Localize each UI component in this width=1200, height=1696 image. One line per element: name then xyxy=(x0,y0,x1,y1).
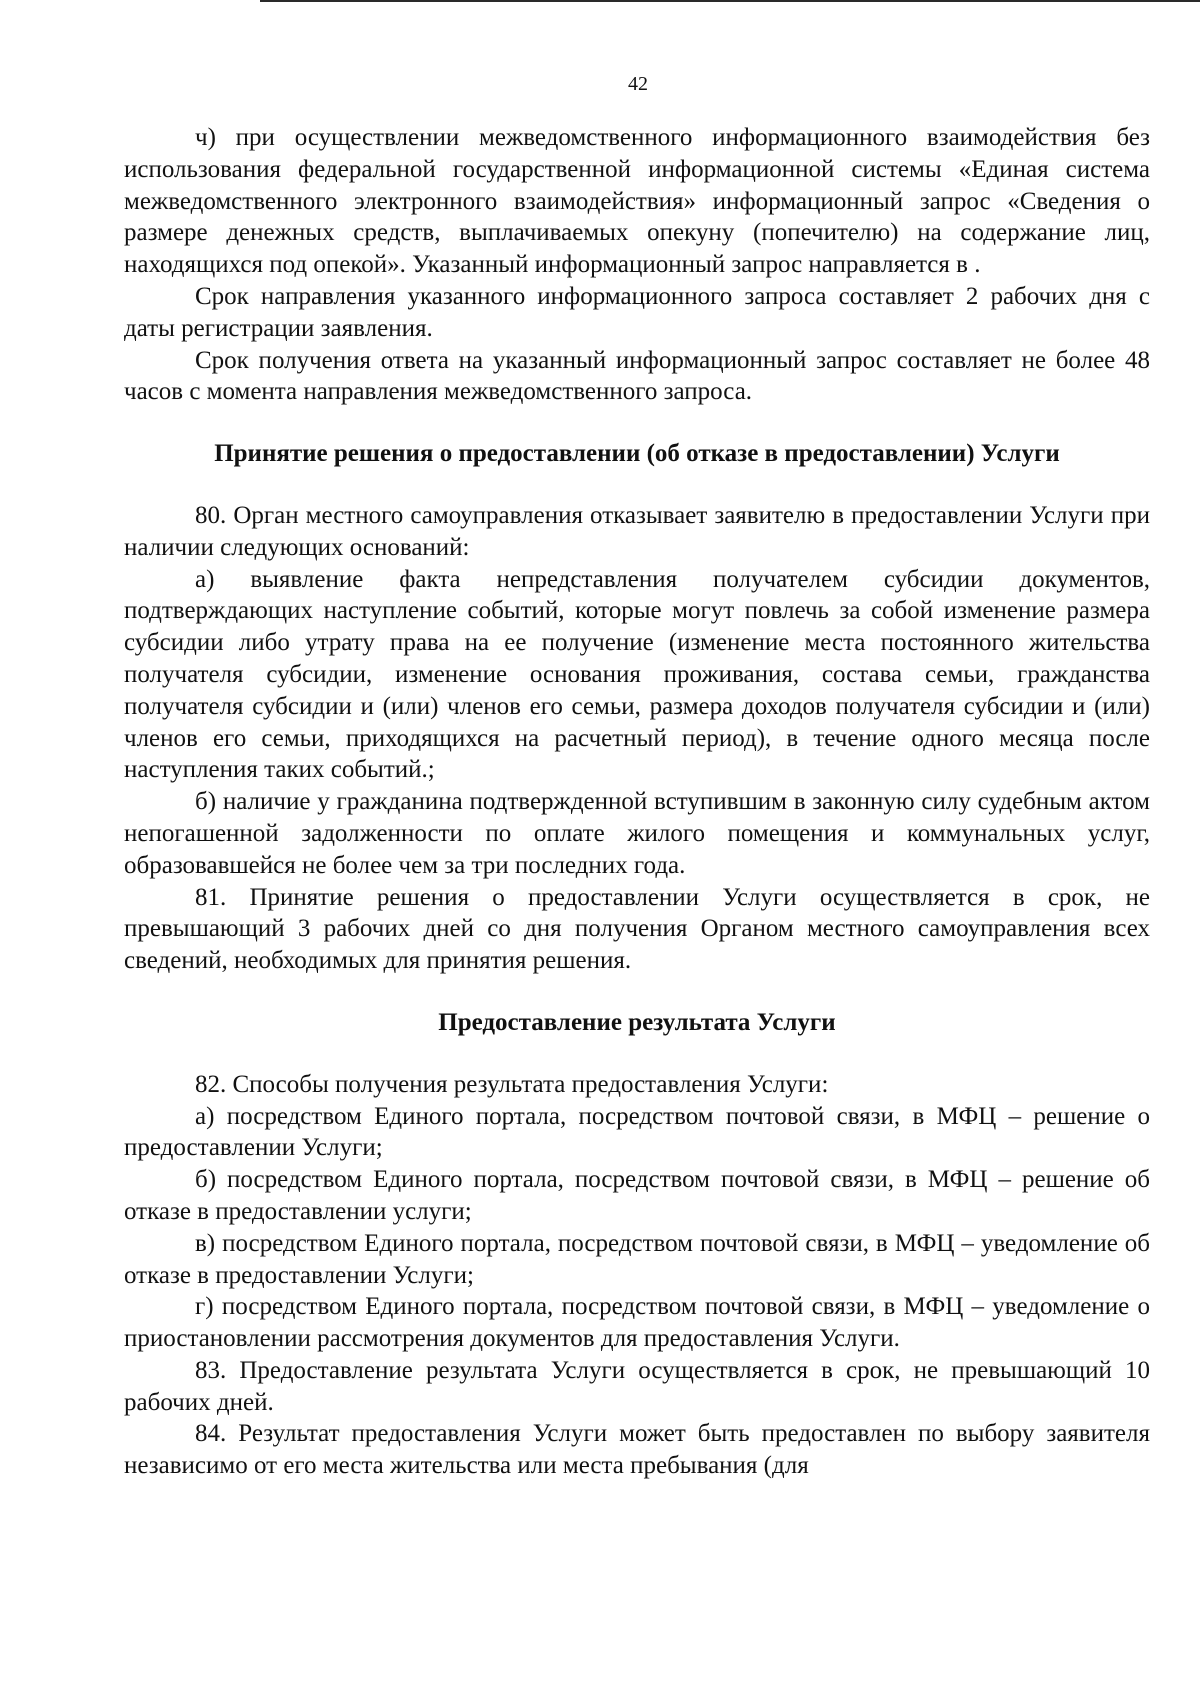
paragraph-80-a: а) выявление факта непредставления получателем субсидии документов, подтверждающих наступление событий, которые могут повлечь за собой изменение размера субсидии либо утрату права на ее получение (изменение места постоянного жительства получателя субсидии, изменение основания проживания, состава семьи, гражданства получателя субсидии и (или) членов его семьи, размера доходов получателя субсидии и (или) членов его семьи, приходящихся на расчетный период), в течение одного месяца после наступления таких событий.; xyxy=(124,565,1150,784)
paragraph-80-refusal-grounds: 80. Орган местного самоуправления отказывает заявителю в предоставлении Услуги при наличии следующих оснований: xyxy=(124,501,1150,561)
paragraph-response-deadline: Срок получения ответа на указанный информационный запрос составляет не более 48 часов с момента направления межведомственного запроса. xyxy=(124,346,1150,406)
paragraph-82-methods: 82. Способы получения результата предоставления Услуги: xyxy=(195,1070,829,1098)
paragraph-82-b: б) посредством Единого портала, посредством почтовой связи, в МФЦ – решение об отказе в предоставлении услуги; xyxy=(124,1166,1150,1225)
paragraph-81-decision-term: 81. Принятие решения о предоставлении Услуги осуществляется в срок, не превышающий 3 рабочих дней со дня получения Органом местного самоуправления всех сведений, необходимых для принятия решения. xyxy=(124,883,1150,975)
paragraph-82-c: в) посредством Единого портала, посредством почтовой связи, в МФЦ – уведомление об отказе в предоставлении Услуги; xyxy=(124,1229,1150,1289)
scan-edge-line xyxy=(260,0,1200,2)
paragraph-request-send-deadline: Срок направления указанного информационного запроса составляет 2 рабочих дня с даты регистрации заявления. xyxy=(124,282,1150,342)
section-heading-decision: Принятие решения о предоставлении (об отказе в предоставлении) Услуги xyxy=(214,440,1060,468)
paragraph-84-result-choice: 84. Результат предоставления Услуги может быть предоставлен по выбору заявителя независимо от его места жительства или места пребывания (для xyxy=(124,1420,1150,1480)
paragraph-82-d: г) посредством Единого портала, посредством почтовой связи, в МФЦ – уведомление о приостановлении рассмотрения документов для предоставления Услуги. xyxy=(124,1293,1150,1353)
paragraph-83-result-term: 83. Предоставление результата Услуги осуществляется в срок, не превышающий 10 рабочих дней. xyxy=(124,1356,1150,1416)
paragraph-interagency-request: ч) при осуществлении межведомственного информационного взаимодействия без использования федеральной государственной информационной системы «Единая система межведомственного электронного взаимодействия» информационный запрос «Сведения о размере денежных средств, выплачиваемых опекуну (попечителю) на содержание лиц, находящихся под опекой». Указанный информационный запрос направляется в . xyxy=(124,124,1150,279)
document-body xyxy=(124,122,1150,1482)
paragraph-80-b: б) наличие у гражданина подтвержденной вступившим в законную силу судебным актом непогашенной задолженности по оплате жилого помещения и коммунальных услуг, образовавшейся не более чем за три последних года. xyxy=(124,788,1150,879)
page-number: 42 xyxy=(628,73,648,95)
paragraph-82-a: а) посредством Единого портала, посредством почтовой связи, в МФЦ – решение о предоставлении Услуги; xyxy=(124,1102,1150,1162)
section-heading-result: Предоставление результата Услуги xyxy=(438,1008,836,1036)
